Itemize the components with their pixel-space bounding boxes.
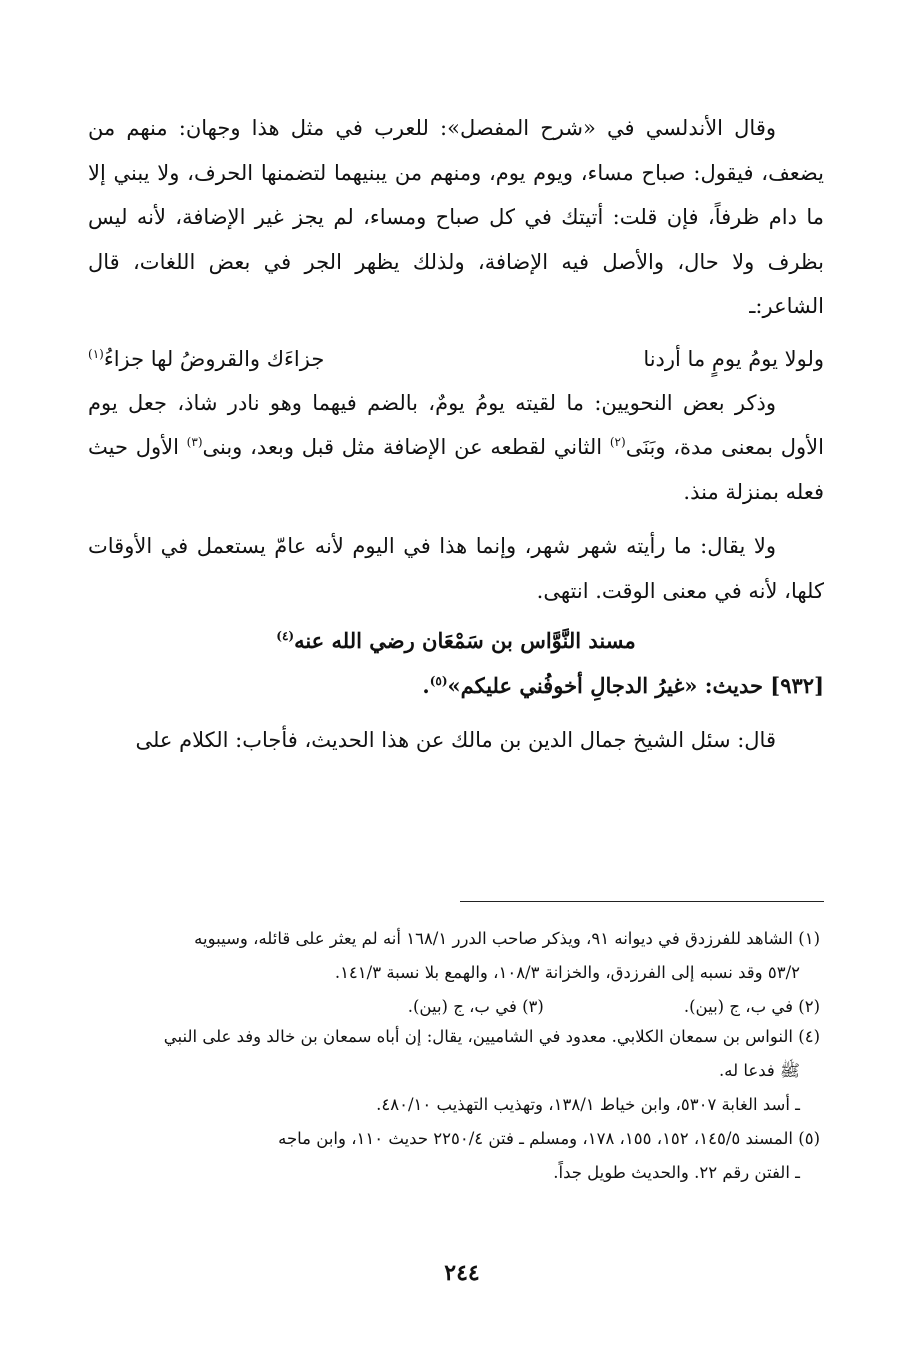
verse-first-hemistich: ولولا يومُ يومٍ ما أردنا bbox=[643, 346, 824, 371]
footnote-1-line-1: (١) الشاهد للفرزدق في ديوانه ٩١، ويذكر صاحب الدرر ١٦٨/١ أنه لم يعثر على قائله، وسيبويه bbox=[194, 929, 820, 948]
footnotes-2-3 bbox=[90, 992, 820, 1022]
main-text bbox=[88, 106, 824, 763]
footnote-ref-4: (٤) bbox=[276, 629, 295, 643]
footnote-5-line-1: (٥) المسند ١٤٥/٥، ١٥٢، ١٥٥، ١٧٨، ومسلم ـ فتن ٢٢٥٠/٤ حديث ١١٠، وابن ماجه bbox=[278, 1129, 820, 1148]
footnote-ref-1: (١) bbox=[88, 346, 104, 361]
footnote-2: (٢) في ب، ج (بين). bbox=[683, 997, 820, 1016]
footnote-ref-2: (٢) bbox=[609, 435, 626, 449]
footnotes bbox=[90, 924, 820, 1192]
footnote-3: (٣) في ب، ج (بين). bbox=[407, 997, 544, 1016]
footnote-ref-3: (٣) bbox=[186, 435, 203, 449]
footnote-4-line-2: ﷺ فدعا له. bbox=[719, 1061, 800, 1080]
hadith-title: [٩٣٢] حديث: «غيرُ الدجالِ أخوفُني عليكم»$^{(٥)}$. bbox=[422, 672, 824, 698]
footnote-5-line-2: ـ الفتن رقم ٢٢. والحديث طويل جداً. bbox=[553, 1163, 800, 1182]
paragraph-shahr: ولا يقال: ما رأيته شهر شهر، وإنما هذا في اليوم لأنه عامّ يستعمل في الأوقات كلها، لأنه في معنى الوقت. انتهى. bbox=[88, 534, 824, 603]
footnote-4-line-1: (٤) النواس بن سمعان الكلابي. معدود في الشاميين، يقال: إن أباه سمعان بن خالد وفد على النبي bbox=[163, 1027, 820, 1046]
footnote-divider bbox=[460, 901, 824, 902]
footnote-4-line-3: ـ أسد الغابة ٥٣٠٧، وابن خياط ١٣٨/١، وتهذيب التهذيب ٤٨٠/١٠. bbox=[376, 1095, 800, 1114]
poetry-verse bbox=[88, 337, 824, 381]
verse-second-hemistich: جزاءَك والقروضُ لها جزاءُ$^{(١)}$ bbox=[88, 346, 325, 371]
footnote-ref-5: (٥) bbox=[429, 673, 448, 688]
paragraph-nahwiyyin: وذكر بعض النحويين: ما لقيته يومُ يومٌ، بالضم فيهما وهو نادر شاذ، جعل يوم الأول بمعنى مدة، وبَنَى$^{(٢)}$ الثاني لقطعه عن الإضافة مثل قبل وبعد، وبنى$^{(٣)}$ الأول حيث فعله بمنزلة منذ. bbox=[88, 390, 824, 504]
paragraph-ibn-malik: قال: سئل الشيخ جمال الدين بن مالك عن هذا الحديث، فأجاب: الكلام على bbox=[135, 728, 776, 752]
paragraph-andalusi: وقال الأندلسي في «شرح المفصل»: للعرب في مثل هذا وجهان: منهم من يضعف، فيقول: صباح مساء، ويوم يوم، ومنهم من يبنيهما لتضمنها الحرف، ولا يبني إلا ما دام ظرفاً، فإن قلت: أتيتك في كل صباح ومساء، لم يجز غير الإضافة، لأنه ليس بظرف ولا حال، والأصل فيه الإضافة، ولذلك يظهر الجر في بعض اللغات، قال الشاعر:ـ bbox=[88, 116, 824, 318]
footnote-1-line-2: ٥٣/٢ وقد نسبه إلى الفرزدق، والخزانة ١٠٨/٣، والهمع بلا نسبة ١٤١/٣. bbox=[334, 963, 800, 982]
page-number: ٢٤٤ bbox=[444, 1260, 480, 1286]
section-heading: مسند النَّوَّاس بن سَمْعَان رضي الله عنه$^{(٤)}$ bbox=[276, 628, 636, 653]
